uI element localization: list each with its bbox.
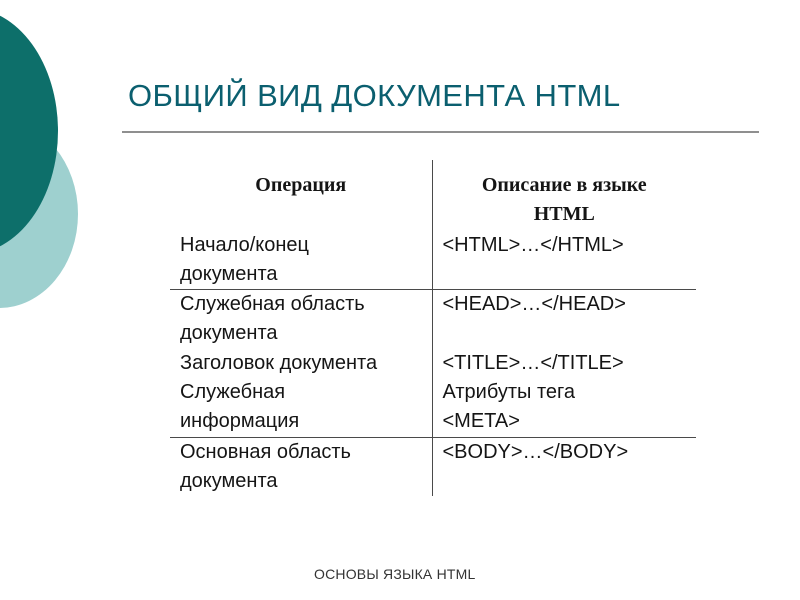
cell-description bbox=[432, 378, 696, 437]
description-text: <BODY>…</BODY> bbox=[442, 440, 629, 463]
table-row bbox=[170, 231, 696, 290]
description-text: <HTML>…</HTML> bbox=[442, 234, 624, 256]
html-structure-table bbox=[170, 160, 696, 496]
description-text: <HEAD>…</HEAD> bbox=[442, 293, 626, 316]
cell-operation bbox=[170, 290, 432, 349]
description-text: <TITLE>…</TITLE> bbox=[442, 351, 624, 374]
table-row bbox=[170, 290, 696, 349]
operation-line2: документа bbox=[180, 263, 278, 285]
cell-operation bbox=[170, 349, 432, 378]
header-operation-text: Операция bbox=[255, 174, 347, 196]
operation-line1: Служебная bbox=[180, 381, 286, 404]
description-word: тега bbox=[536, 381, 576, 404]
description-word: Атрибуты bbox=[442, 381, 532, 404]
slide-footer: ОСНОВЫ ЯЗЫКА HTML bbox=[314, 566, 476, 582]
cell-operation bbox=[170, 378, 432, 437]
operation-line1: Основная область bbox=[180, 440, 351, 463]
title-divider bbox=[122, 131, 759, 133]
cell-description bbox=[432, 349, 696, 378]
cell-description bbox=[432, 437, 696, 496]
header-description-line1: Описание в языке bbox=[481, 174, 647, 196]
cell-operation bbox=[170, 231, 432, 290]
cell-description bbox=[432, 231, 696, 290]
cell-operation bbox=[170, 437, 432, 496]
description-line2: <META> bbox=[442, 410, 520, 433]
header-description-line2: HTML bbox=[533, 203, 595, 225]
operation-line2: документа bbox=[180, 469, 278, 492]
operation-line1: Начало/конец bbox=[180, 234, 309, 256]
operation-line1: Служебная область bbox=[180, 293, 365, 316]
header-operation bbox=[170, 160, 432, 231]
table bbox=[170, 160, 696, 496]
table-row bbox=[170, 378, 696, 437]
slide-title: ОБЩИЙ ВИД ДОКУМЕНТА HTML bbox=[128, 78, 621, 113]
operation-line1: Заголовок документа bbox=[180, 351, 378, 374]
operation-line2: документа bbox=[180, 322, 278, 345]
table-row bbox=[170, 437, 696, 496]
cell-description bbox=[432, 290, 696, 349]
header-description bbox=[432, 160, 696, 231]
operation-line2: информация bbox=[180, 410, 300, 433]
table-row bbox=[170, 349, 696, 378]
table-header-row bbox=[170, 160, 696, 231]
description-justified-line bbox=[443, 378, 689, 407]
